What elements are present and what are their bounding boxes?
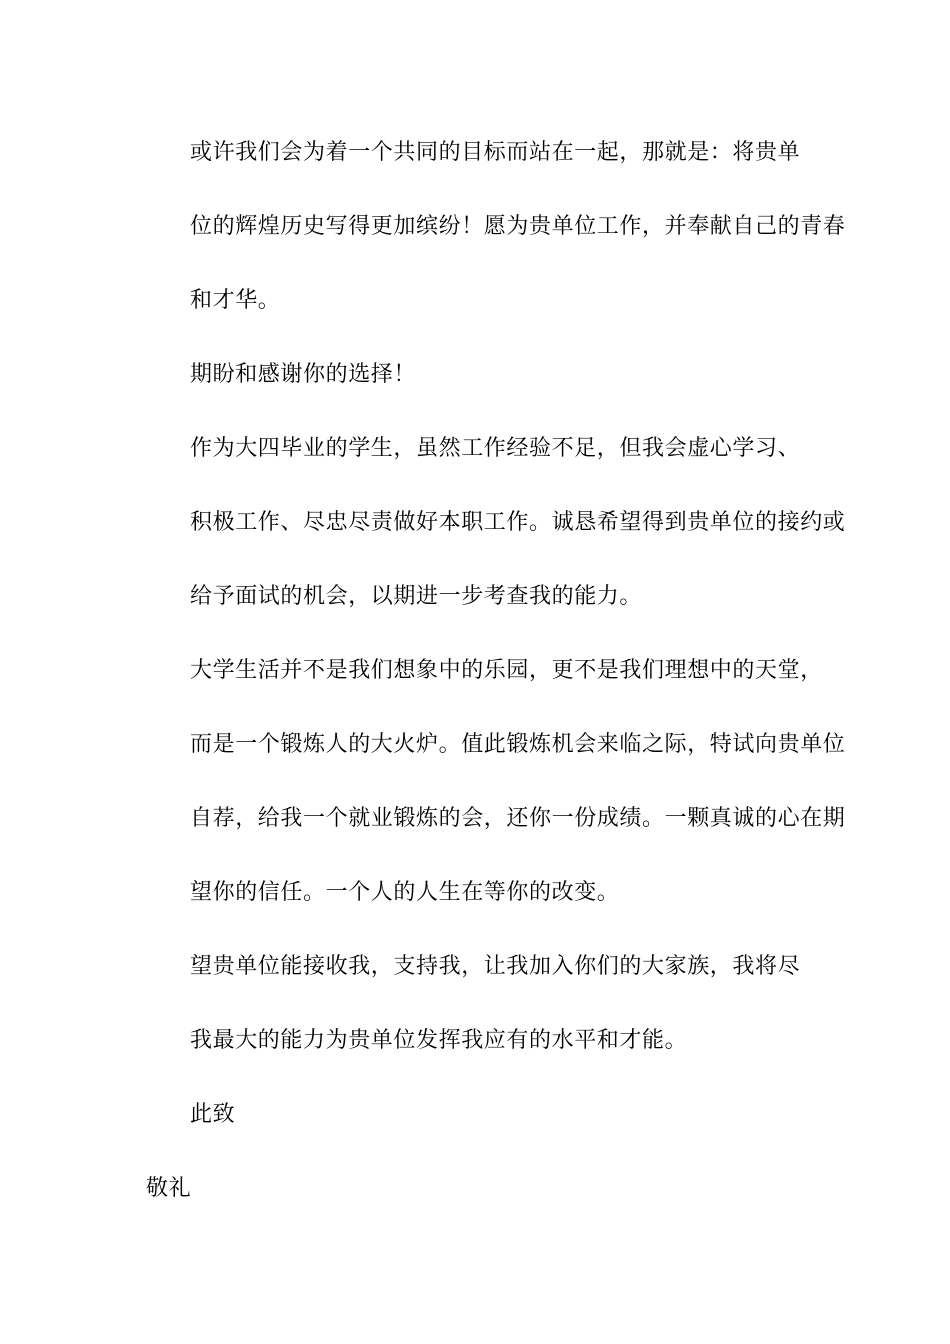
text-line: 或许我们会为着一个共同的目标而站在一起，那就是：将贵单 xyxy=(190,140,801,165)
text-line: 望你的信任。一个人的人生在等你的改变。 xyxy=(190,880,620,905)
text-line: 期盼和感谢你的选择！ xyxy=(190,362,417,387)
paragraph-shared-goal xyxy=(146,116,846,338)
text-line: 作为大四毕业的学生，虽然工作经验不足，但我会虚心学习、 xyxy=(190,436,801,461)
paragraph-hope xyxy=(146,930,836,1078)
paragraph-university-life xyxy=(146,634,846,930)
text-line: 给予面试的机会，以期进一步考查我的能力。 xyxy=(190,584,643,609)
text-line: 此致 xyxy=(190,1102,236,1127)
text-line: 自荐，给我一个就业锻炼的会，还你一份成绩。一颗真诚的心在期 xyxy=(190,806,846,831)
paragraph-thanks xyxy=(146,338,836,412)
text-line: 和才华。 xyxy=(190,288,281,313)
closing-jingli xyxy=(146,1152,836,1226)
text-line: 我最大的能力为贵单位发挥我应有的水平和才能。 xyxy=(190,1028,688,1053)
salutation-cizhi xyxy=(146,1078,836,1152)
closing-text: 敬礼 xyxy=(146,1176,192,1201)
text-line: 望贵单位能接收我，支持我，让我加入你们的大家族，我将尽 xyxy=(190,954,801,979)
paragraph-graduate xyxy=(146,412,846,634)
text-line: 积极工作、尽忠尽责做好本职工作。诚恳希望得到贵单位的接约或 xyxy=(190,510,846,535)
text-line: 而是一个锻炼人的大火炉。值此锻炼机会来临之际，特试向贵单位 xyxy=(190,732,846,757)
text-line: 大学生活并不是我们想象中的乐园，更不是我们理想中的天堂， xyxy=(190,658,823,683)
text-line: 位的辉煌历史写得更加缤纷！愿为贵单位工作，并奉献自己的青春 xyxy=(190,214,846,239)
